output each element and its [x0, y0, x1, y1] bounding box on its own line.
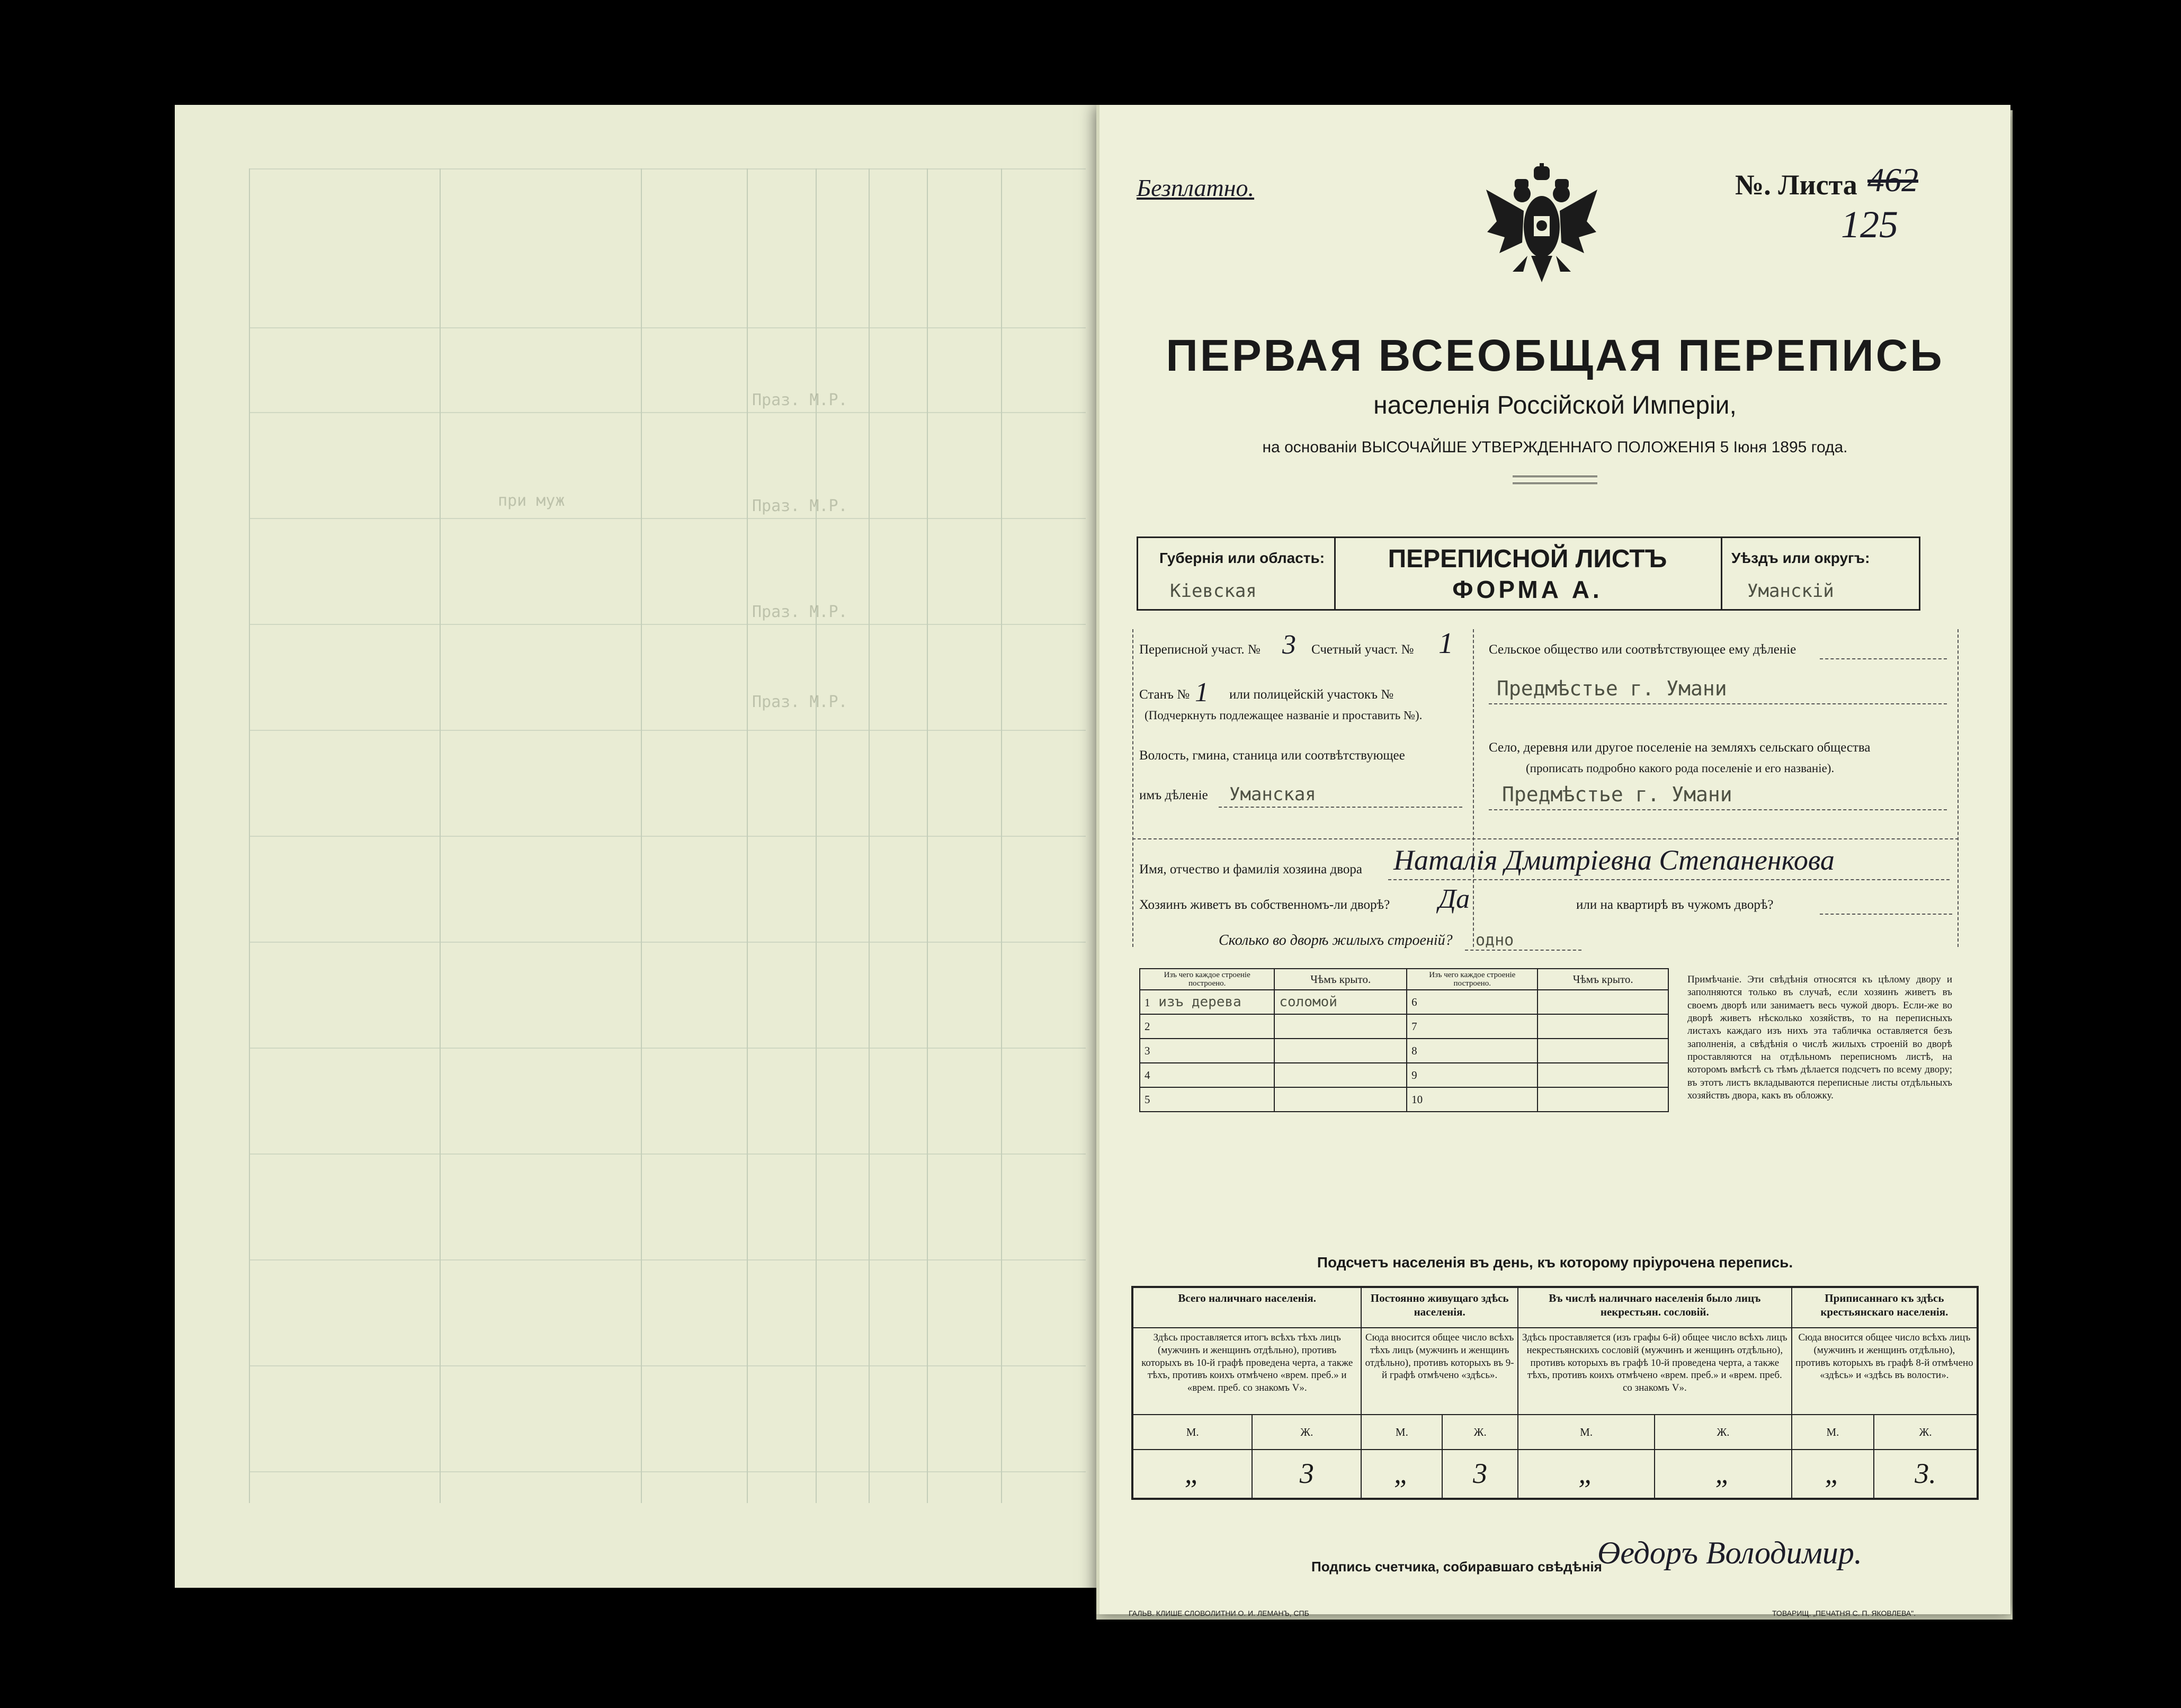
free-label: Безплатно.	[1137, 174, 1255, 201]
sheet-number-crossed: 462	[1867, 161, 1918, 199]
col-roof-header: Чѣмъ крыто.	[1274, 969, 1407, 990]
male-count: „	[1361, 1450, 1442, 1499]
male-count: „	[1518, 1450, 1655, 1499]
field-border	[1132, 629, 1134, 947]
female-header: Ж.	[1874, 1415, 1978, 1450]
bleed-through-text: Праз. М.Р.	[752, 693, 848, 711]
region-box	[1137, 536, 1920, 611]
bleed-through-text: при муж	[498, 491, 565, 510]
male-count: „	[1792, 1450, 1874, 1499]
buildings-table	[1139, 968, 1669, 1112]
table-cell	[1538, 1014, 1668, 1039]
rented-line	[1820, 914, 1952, 915]
male-header: М.	[1792, 1415, 1874, 1450]
signature-label: Подпись счетчика, собиравшаго свѣдѣнія	[1311, 1559, 1602, 1575]
population-col-header: Приписаннаго къ здѣсь крестьянскаго населенія.	[1792, 1287, 1978, 1328]
district-value: Уманскій	[1747, 580, 1834, 602]
grid-line	[249, 412, 1086, 413]
imprint-left: ГАЛЬВ. КЛИШЕ СЛОВОЛИТНИ О. И. ЛЕМАНЪ, СПБ	[1129, 1609, 1309, 1617]
section-divider	[1132, 838, 1959, 839]
own-yard-value: Да	[1438, 884, 1470, 914]
rural-society-label: Сельское общество или соотвѣтствующее ему дѣленіе	[1489, 642, 1796, 657]
stan-label: Станъ №	[1139, 687, 1190, 702]
population-col-desc: Здѣсь проставляется итогъ всѣхъ тѣхъ лицъ (мужчинъ и женщинъ отдѣльно), противъ которыхъ въ 10-й графѣ проведена черта, а также тѣхъ, противъ коихъ отмѣчено «врем. преб.» и «врем. преб. со знакомъ V».	[1132, 1328, 1361, 1415]
left-page	[175, 105, 1096, 1588]
form-title: ПЕРВАЯ ВСЕОБЩАЯ ПЕРЕПИСЬ	[1166, 330, 1944, 380]
grid-line	[249, 1048, 1086, 1049]
col-material-header: Изъ чего каждое строеніе построено.	[1140, 969, 1274, 990]
population-col-desc: Сюда вносится общее число всѣхъ тѣхъ лицъ (мужчинъ и женщинъ отдѣльно), противъ которыхъ въ 9-й графѣ отмѣчено «здѣсь».	[1361, 1328, 1518, 1415]
grid-line	[249, 836, 1086, 837]
village-value: Предмѣстье г. Умани	[1502, 783, 1732, 806]
census-district-label: Переписной участ. №	[1139, 642, 1261, 657]
grid-line	[249, 327, 1086, 328]
bleed-through-text: Праз. М.Р.	[752, 603, 848, 621]
table-cell: 4	[1140, 1063, 1274, 1087]
table-cell: соломой	[1274, 990, 1407, 1014]
volost-label: Волость, гмина, станица или соотвѣтствующее	[1139, 748, 1405, 763]
bleed-through-text: Праз. М.Р.	[752, 497, 848, 515]
female-count: 3.	[1874, 1450, 1978, 1499]
volost-value: Уманская	[1229, 784, 1316, 805]
census-form-page	[1096, 105, 2010, 1617]
female-count: „	[1655, 1450, 1791, 1499]
field-border	[1473, 629, 1475, 947]
buildings-label: Сколько во дворѣ жилыхъ строеній?	[1219, 932, 1453, 949]
table-cell: 6	[1407, 990, 1538, 1014]
sheet-number-label: №. Листа	[1735, 169, 1857, 201]
population-col-header: Постоянно живущаго здѣсь населенія.	[1361, 1287, 1518, 1328]
field-border	[1957, 629, 1960, 947]
buildings-note: Примѣчаніе. Эти свѣдѣнія относятся къ цѣлому двору и заполняются только въ случаѣ, если хозяинъ живетъ въ своемъ дворѣ или занимаетъ весь чужой дворъ. Если-же во дворѣ живетъ нѣсколько хозяйствъ, то на переписныхъ листахъ каждаго изъ нихъ эта табличка оставляется безъ заполненія, а свѣдѣнія о числѣ жилыхъ строеній во дворѣ проставляются на отдѣльномъ переписномъ листѣ, на которомъ вмѣстѣ съ тѣмъ дѣлается подсчетъ по всему двору; въ этотъ листъ вкладываются переписные листы отдѣльныхъ хозяйствъ двора, какъ въ обложку.	[1687, 974, 1952, 1101]
grid-line	[249, 1471, 1086, 1472]
population-col-desc: Сюда вносится общее число всѣхъ лицъ (мужчинъ и женщинъ отдѣльно), противъ которыхъ въ графѣ 8-й отмѣчено «здѣсь» и «здѣсь въ волости».	[1792, 1328, 1978, 1415]
female-header: Ж.	[1655, 1415, 1791, 1450]
population-title: Подсчетъ населенія въ день, къ которому пріурочена перепись.	[1317, 1254, 1793, 1271]
buildings-line	[1465, 950, 1581, 951]
counting-district-value: 1	[1438, 627, 1453, 660]
police-station-label: или полицейскій участокъ №	[1229, 687, 1394, 702]
grid-line	[249, 1153, 1086, 1155]
male-header: М.	[1518, 1415, 1655, 1450]
grid-line	[249, 168, 1086, 169]
table-cell	[1274, 1014, 1407, 1039]
table-cell: 3	[1140, 1039, 1274, 1063]
table-cell: 1 изъ дерева	[1140, 990, 1274, 1014]
male-header: М.	[1361, 1415, 1442, 1450]
sheet-form-subtitle: ФОРМА А.	[1452, 576, 1603, 603]
rented-label: или на квартирѣ въ чужомъ дворѣ?	[1576, 898, 1774, 912]
district-label: Уѣздъ или округъ:	[1731, 550, 1870, 566]
underline-note: (Подчеркнуть подлежащее названіе и проставить №).	[1145, 709, 1423, 722]
village-line	[1489, 809, 1947, 810]
table-cell: 10	[1407, 1087, 1538, 1112]
col-material-header: Изъ чего каждое строеніе построено.	[1407, 969, 1538, 990]
population-table	[1131, 1286, 1979, 1500]
volost-line	[1219, 807, 1462, 808]
own-yard-label: Хозяинъ живетъ въ собственномъ-ли дворѣ?	[1139, 898, 1390, 912]
table-cell	[1538, 990, 1668, 1014]
imperial-eagle-icon	[1481, 163, 1603, 285]
ornament-divider	[1513, 476, 1597, 484]
province-value: Кіевская	[1170, 580, 1257, 602]
female-header: Ж.	[1252, 1415, 1361, 1450]
table-cell: 2	[1140, 1014, 1274, 1039]
table-cell: 8	[1407, 1039, 1538, 1063]
sheet-number-handwritten: 125	[1841, 203, 1898, 246]
enumerator-signature: Өедоръ Володимир.	[1597, 1535, 1862, 1570]
table-cell	[1274, 1063, 1407, 1087]
village-note: (прописать подробно какого рода поселеніе и его названіе).	[1526, 762, 1835, 775]
table-cell: 5	[1140, 1087, 1274, 1112]
owner-label: Имя, отчество и фамилія хозяина двора	[1139, 862, 1362, 877]
table-cell	[1274, 1039, 1407, 1063]
stan-value: 1	[1195, 677, 1209, 708]
village-label: Село, деревня или другое поселеніе на земляхъ сельскаго общества	[1489, 740, 1871, 755]
grid-line	[249, 730, 1086, 731]
region-divider	[1721, 538, 1722, 609]
imprint-right: ТОВАРИЩ. „ПЕЧАТНЯ С. П. ЯКОВЛЕВА".	[1772, 1609, 1916, 1617]
table-cell	[1274, 1087, 1407, 1112]
table-cell: 9	[1407, 1063, 1538, 1087]
volost-label-2: имъ дѣленіе	[1139, 788, 1208, 802]
census-district-value: 3	[1282, 630, 1296, 660]
buildings-value: одно	[1476, 931, 1514, 950]
owner-line	[1388, 879, 1950, 880]
female-count: 3	[1442, 1450, 1518, 1499]
table-cell	[1538, 1063, 1668, 1087]
table-cell	[1538, 1039, 1668, 1063]
counting-district-label: Счетный участ. №	[1311, 642, 1414, 657]
form-subtitle: населенія Россійской Имперіи,	[1373, 391, 1737, 419]
male-header: М.	[1132, 1415, 1252, 1450]
grid-line	[249, 1259, 1086, 1260]
table-cell	[1538, 1087, 1668, 1112]
rural-society-value: Предмѣстье г. Умани	[1497, 677, 1727, 700]
population-col-header: Въ числѣ наличнаго населенія было лицъ некрестьян. сословій.	[1518, 1287, 1792, 1328]
female-count: 3	[1252, 1450, 1361, 1499]
rural-society-value-line	[1489, 703, 1947, 704]
population-col-header: Всего наличнаго населенія.	[1132, 1287, 1361, 1328]
female-header: Ж.	[1442, 1415, 1518, 1450]
province-label: Губернія или область:	[1159, 550, 1325, 566]
rural-society-line	[1820, 658, 1947, 659]
bleed-through-text: Праз. М.Р.	[752, 391, 848, 409]
grid-line	[249, 1365, 1086, 1366]
owner-value: Наталія Дмитріевна Степаненкова	[1393, 844, 1835, 876]
male-count: „	[1132, 1450, 1252, 1499]
table-cell: 7	[1407, 1014, 1538, 1039]
grid-line	[249, 518, 1086, 519]
col-roof-header: Чѣмъ крыто.	[1538, 969, 1668, 990]
population-col-desc: Здѣсь проставляется (изъ графы 6-й) общее число всѣхъ лицъ некрестьянскихъ сословій (мужчинъ и женщинъ отдѣльно), противъ которыхъ въ графѣ 10-й проведена черта, а также тѣхъ, противъ коихъ отмѣчено «врем. преб.» и «врем. преб. со знакомъ V».	[1518, 1328, 1792, 1415]
grid-line	[249, 624, 1086, 625]
sheet-form-title: ПЕРЕПИСНОЙ ЛИСТЪ	[1388, 545, 1667, 573]
grid-line	[249, 942, 1086, 943]
legal-basis: на основаніи ВЫСОЧАЙШЕ УТВЕРЖДЕННАГО ПОЛОЖЕНІЯ 5 Іюня 1895 года.	[1262, 439, 1848, 456]
